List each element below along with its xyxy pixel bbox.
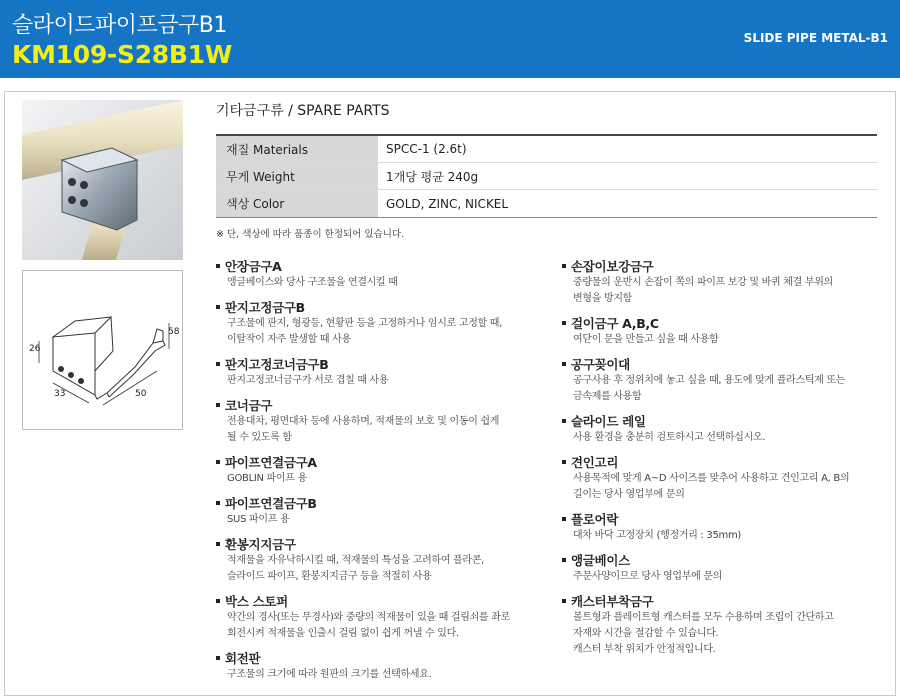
part-title-text: 판지고정코너금구B <box>225 357 329 372</box>
part-description: 캐스터 부착 위치가 안정적입니다. <box>573 644 716 655</box>
spec-value: GOLD, ZINC, NICKEL <box>386 196 509 211</box>
parts-list-right <box>562 258 888 666</box>
product-photo <box>22 100 183 260</box>
product-title-english: SLIDE PIPE METAL-B1 <box>743 31 888 45</box>
part-description: 볼트형과 플레이트형 캐스터를 모두 수용하며 조립이 간단하고 <box>573 612 834 623</box>
spec-label: 무게 Weight <box>216 163 378 189</box>
dimension-side: 26 <box>29 344 41 354</box>
spec-label: 색상 Color <box>216 190 378 217</box>
part-title <box>562 593 888 610</box>
part-description: 구조물에 판지, 형광등, 현황판 등을 고정하거나 임시로 고정할 때, <box>227 318 503 329</box>
part-item <box>216 536 551 585</box>
part-description: 사용목적에 맞게 A~D 사이즈를 맞추어 사용하고 견인고리 A, B의 <box>573 473 850 484</box>
part-item <box>216 299 551 348</box>
part-title-text: 플로어락 <box>571 512 619 527</box>
spec-table <box>216 134 877 218</box>
part-title <box>562 454 888 471</box>
dimension-width: 33 <box>54 389 66 399</box>
part-description: 회전시켜 적재물을 인출시 걸림 없이 쉽게 꺼낼 수 있다. <box>227 628 459 639</box>
part-description: 길이는 당사 영업부에 문의 <box>573 489 685 500</box>
part-description: 판지고정코너금구가 서로 겹칠 때 사용 <box>227 375 389 386</box>
bullet-icon <box>562 558 566 562</box>
part-item <box>562 511 888 544</box>
bullet-icon <box>216 656 220 660</box>
parts-list-left <box>216 258 551 691</box>
part-description: 대차 바닥 고정장치 (행정거리 : 35mm) <box>573 530 741 541</box>
part-item <box>562 454 888 503</box>
dimension-height: 58 <box>168 327 180 337</box>
part-title <box>562 413 888 430</box>
part-item <box>216 356 551 389</box>
part-item <box>216 495 551 528</box>
part-item <box>562 356 888 405</box>
part-item <box>562 552 888 585</box>
dimension-drawing <box>22 270 183 430</box>
part-title-text: 회전판 <box>225 651 261 666</box>
spec-value: 1개당 평균 240g <box>386 169 479 184</box>
bullet-icon <box>216 501 220 505</box>
part-description: 될 수 있도록 함 <box>227 432 292 443</box>
part-title <box>216 258 551 275</box>
part-item <box>216 650 551 683</box>
section-title: 기타금구류 / SPARE PARTS <box>216 103 390 119</box>
part-title-text: 앵글베이스 <box>571 553 630 568</box>
part-title <box>216 356 551 373</box>
bullet-icon <box>562 321 566 325</box>
part-title <box>216 454 551 471</box>
part-item <box>216 593 551 642</box>
part-description: 변형을 방지함 <box>573 293 633 304</box>
part-item <box>216 258 551 291</box>
bullet-icon <box>562 362 566 366</box>
part-description: 주문사양이므로 당사 영업부에 문의 <box>573 571 723 582</box>
spec-row-weight <box>216 163 877 190</box>
part-title-text: 캐스터부착금구 <box>571 594 654 609</box>
bullet-icon <box>562 264 566 268</box>
part-description: 사용 환경을 충분히 검토하시고 선택하십시오. <box>573 432 766 443</box>
page-header <box>0 0 900 78</box>
part-title <box>216 593 551 610</box>
bullet-icon <box>562 419 566 423</box>
part-description: GOBLIN 파이프 용 <box>227 473 307 484</box>
spec-value: SPCC-1 (2.6t) <box>386 142 467 156</box>
part-item <box>562 258 888 307</box>
part-title <box>216 397 551 414</box>
part-description: 전용대차, 평면대차 등에 사용하며, 적재물의 보호 및 이동이 쉽게 <box>227 416 500 427</box>
part-title <box>216 650 551 667</box>
part-title <box>562 258 888 275</box>
spec-row-material <box>216 136 877 163</box>
bullet-icon <box>216 362 220 366</box>
bullet-icon <box>216 460 220 464</box>
part-title <box>562 315 888 332</box>
part-title-text: 걸이금구 A,B,C <box>571 316 659 331</box>
part-title <box>216 299 551 316</box>
bullet-icon <box>216 305 220 309</box>
part-description: 중량물의 운반시 손잡이 쪽의 파이프 보강 및 바퀴 체결 부위의 <box>573 277 833 288</box>
bullet-icon <box>216 403 220 407</box>
bullet-icon <box>216 264 220 268</box>
part-title-text: 안장금구A <box>225 259 282 274</box>
part-description: 구조물의 크기에 따라 원판의 크기를 선택하세요. <box>227 669 432 680</box>
bullet-icon <box>216 599 220 603</box>
part-title-text: 공구꽂이대 <box>571 357 630 372</box>
bullet-icon <box>562 517 566 521</box>
part-description: 공구사용 후 정위치에 놓고 싶을 때, 용도에 맞게 플라스틱제 또는 <box>573 375 846 386</box>
part-description: 자재와 시간을 절감할 수 있습니다. <box>573 628 719 639</box>
part-description: SUS 파이프 용 <box>227 514 290 525</box>
part-title-text: 코너금구 <box>225 398 273 413</box>
part-title-text: 환봉지지금구 <box>225 537 296 552</box>
part-title <box>562 356 888 373</box>
spec-label: 재질 Materials <box>216 136 378 162</box>
bullet-icon <box>216 542 220 546</box>
part-description: 앵글베이스와 당사 구조물을 연결시킬 때 <box>227 277 398 288</box>
part-title <box>216 495 551 512</box>
part-title <box>562 511 888 528</box>
part-description: 여닫이 문을 만들고 싶을 때 사용함 <box>573 334 719 345</box>
part-description: 금속제를 사용함 <box>573 391 642 402</box>
part-description: 적재물을 자유낙하시킬 때, 적재물의 특성을 고려하여 플라콘, <box>227 555 485 566</box>
part-title-text: 박스 스토퍼 <box>225 594 288 609</box>
part-item <box>562 593 888 658</box>
part-title-text: 슬라이드 레일 <box>571 414 646 429</box>
part-item <box>562 413 888 446</box>
part-description: 슬라이드 파이프, 환봉지지금구 등을 적절히 사용 <box>227 571 432 582</box>
part-title-text: 파이프연결금구A <box>225 455 317 470</box>
product-code: KM109-S28B1W <box>12 40 233 69</box>
product-title: 슬라이드파이프금구B1 <box>12 13 227 38</box>
part-item <box>216 454 551 487</box>
bullet-icon <box>562 599 566 603</box>
dimension-length: 50 <box>135 389 147 399</box>
part-title <box>562 552 888 569</box>
spec-row-color <box>216 190 877 217</box>
color-note: ※ 단, 색상에 따라 품종이 한정되어 있습니다. <box>216 229 405 240</box>
part-item <box>562 315 888 348</box>
part-item <box>216 397 551 446</box>
part-description: 이탈작이 자주 발생할 때 사용 <box>227 334 351 345</box>
part-title <box>216 536 551 553</box>
part-title-text: 파이프연결금구B <box>225 496 317 511</box>
part-title-text: 견인고리 <box>571 455 619 470</box>
bullet-icon <box>562 460 566 464</box>
part-title-text: 손잡이보강금구 <box>571 259 654 274</box>
part-title-text: 판지고정금구B <box>225 300 305 315</box>
part-description: 약간의 경사(또는 무경사)와 중량의 적재물이 있을 때 걸림쇠를 좌로 <box>227 612 510 623</box>
